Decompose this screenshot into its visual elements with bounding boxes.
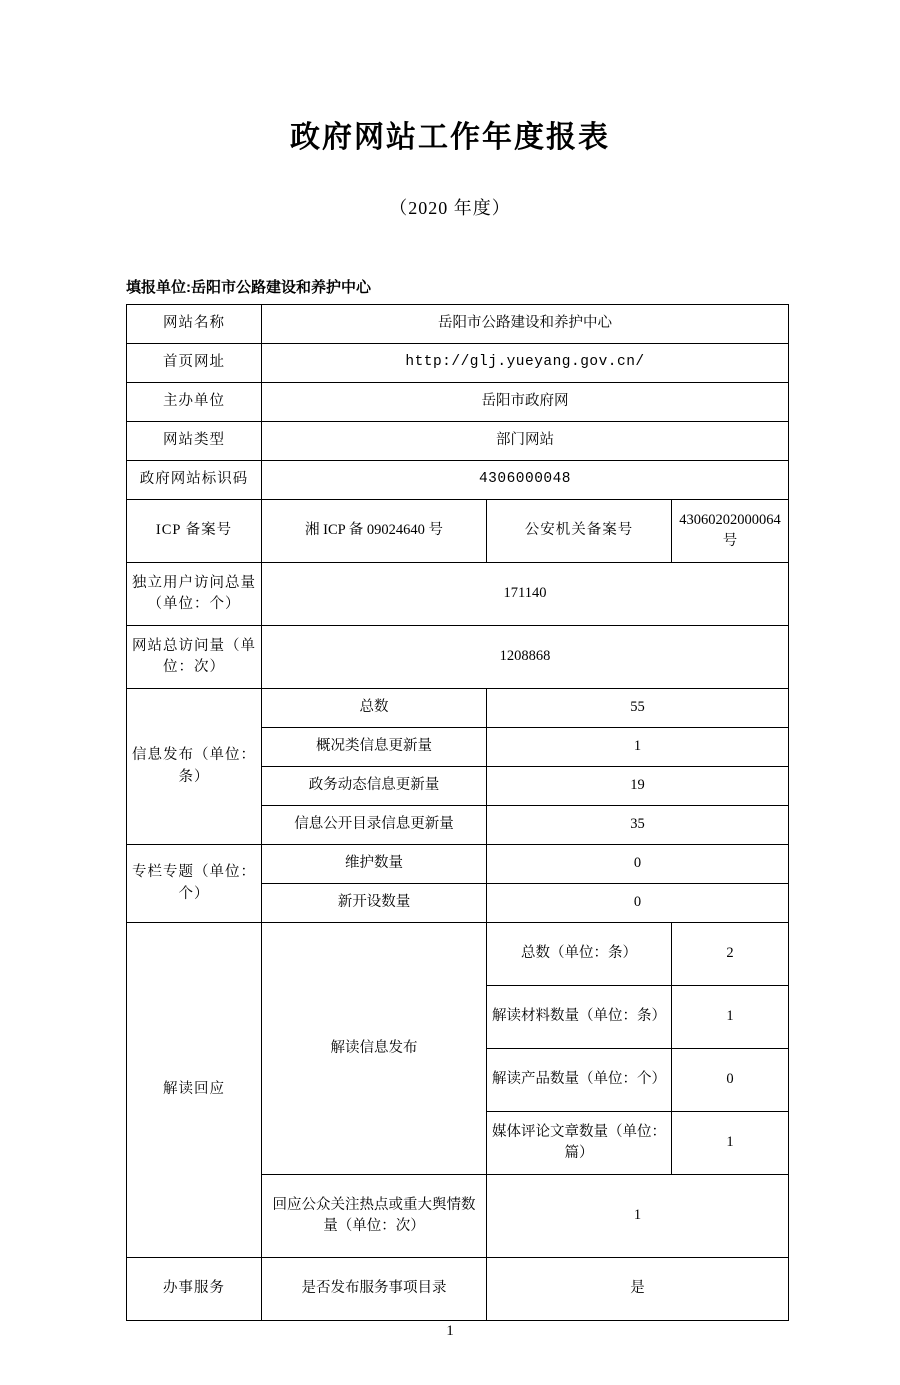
- info-publish-item-value: 55: [487, 689, 789, 728]
- info-publish-item-name: 信息公开目录信息更新量: [262, 806, 487, 845]
- table-row: [127, 344, 789, 383]
- interpretation-item-value: 0: [672, 1049, 789, 1112]
- site-name-label: 网站名称: [127, 305, 262, 344]
- table-row: [127, 461, 789, 500]
- page-subtitle: （2020 年度）: [389, 198, 511, 218]
- total-visits-label: 网站总访问量（单位：次）: [127, 626, 262, 689]
- table-row: [127, 1258, 789, 1321]
- column-topic-label: 专栏专题（单位：个）: [127, 845, 262, 923]
- info-publish-item-name: 总数: [262, 689, 487, 728]
- info-publish-item-value: 35: [487, 806, 789, 845]
- column-topic-item-value: 0: [487, 845, 789, 884]
- table-row: [127, 689, 789, 728]
- icp-label: ICP 备案号: [127, 500, 262, 563]
- site-code-value: 4306000048: [262, 461, 789, 500]
- service-item-value: 是: [487, 1258, 789, 1321]
- reporting-unit-line: 填报单位:岳阳市公路建设和养护中心: [126, 279, 371, 296]
- police-record-label: 公安机关备案号: [487, 500, 672, 563]
- interpretation-item-value: 1: [672, 1112, 789, 1175]
- total-visits-value: 1208868: [262, 626, 789, 689]
- column-topic-item-name: 新开设数量: [262, 884, 487, 923]
- annual-report-table: [126, 304, 789, 1321]
- site-type-label: 网站类型: [127, 422, 262, 461]
- hotspot-response-label: 回应公众关注热点或重大舆情数量（单位：次）: [262, 1175, 487, 1258]
- table-row: [127, 923, 789, 986]
- sponsor-value: 岳阳市政府网: [262, 383, 789, 422]
- column-topic-item-value: 0: [487, 884, 789, 923]
- site-type-value: 部门网站: [262, 422, 789, 461]
- interpretation-item-name: 解读材料数量（单位：条）: [487, 986, 672, 1049]
- unique-visitors-value: 171140: [262, 563, 789, 626]
- homepage-value: http://glj.yueyang.gov.cn/: [262, 344, 789, 383]
- table-row: [127, 845, 789, 884]
- table-row: [127, 305, 789, 344]
- icp-value: 湘 ICP 备 09024640 号: [262, 500, 487, 563]
- hotspot-response-value: 1: [487, 1175, 789, 1258]
- info-publish-item-name: 概况类信息更新量: [262, 728, 487, 767]
- interpretation-item-value: 1: [672, 986, 789, 1049]
- table-row: [127, 383, 789, 422]
- site-code-label: 政府网站标识码: [127, 461, 262, 500]
- police-record-value: 43060202000064 号: [672, 500, 789, 563]
- info-publish-label: 信息发布（单位：条）: [127, 689, 262, 845]
- table-row: [127, 422, 789, 461]
- column-topic-item-name: 维护数量: [262, 845, 487, 884]
- page-title: 政府网站工作年度报表: [290, 121, 610, 154]
- service-label: 办事服务: [127, 1258, 262, 1321]
- info-publish-item-value: 19: [487, 767, 789, 806]
- interpretation-label: 解读回应: [127, 923, 262, 1258]
- interpretation-item-name: 媒体评论文章数量（单位：篇）: [487, 1112, 672, 1175]
- interpretation-item-name: 总数（单位：条）: [487, 923, 672, 986]
- unique-visitors-label: 独立用户访问总量（单位：个）: [127, 563, 262, 626]
- sponsor-label: 主办单位: [127, 383, 262, 422]
- service-item-label: 是否发布服务事项目录: [262, 1258, 487, 1321]
- page-number: 1: [446, 1323, 454, 1339]
- interpretation-publish-label: 解读信息发布: [262, 923, 487, 1175]
- homepage-label: 首页网址: [127, 344, 262, 383]
- info-publish-item-name: 政务动态信息更新量: [262, 767, 487, 806]
- table-row: [127, 500, 789, 563]
- interpretation-item-value: 2: [672, 923, 789, 986]
- document-page: [0, 112, 900, 1385]
- interpretation-item-name: 解读产品数量（单位：个）: [487, 1049, 672, 1112]
- table-row: [127, 626, 789, 689]
- info-publish-item-value: 1: [487, 728, 789, 767]
- site-name-value: 岳阳市公路建设和养护中心: [262, 305, 789, 344]
- table-row: [127, 563, 789, 626]
